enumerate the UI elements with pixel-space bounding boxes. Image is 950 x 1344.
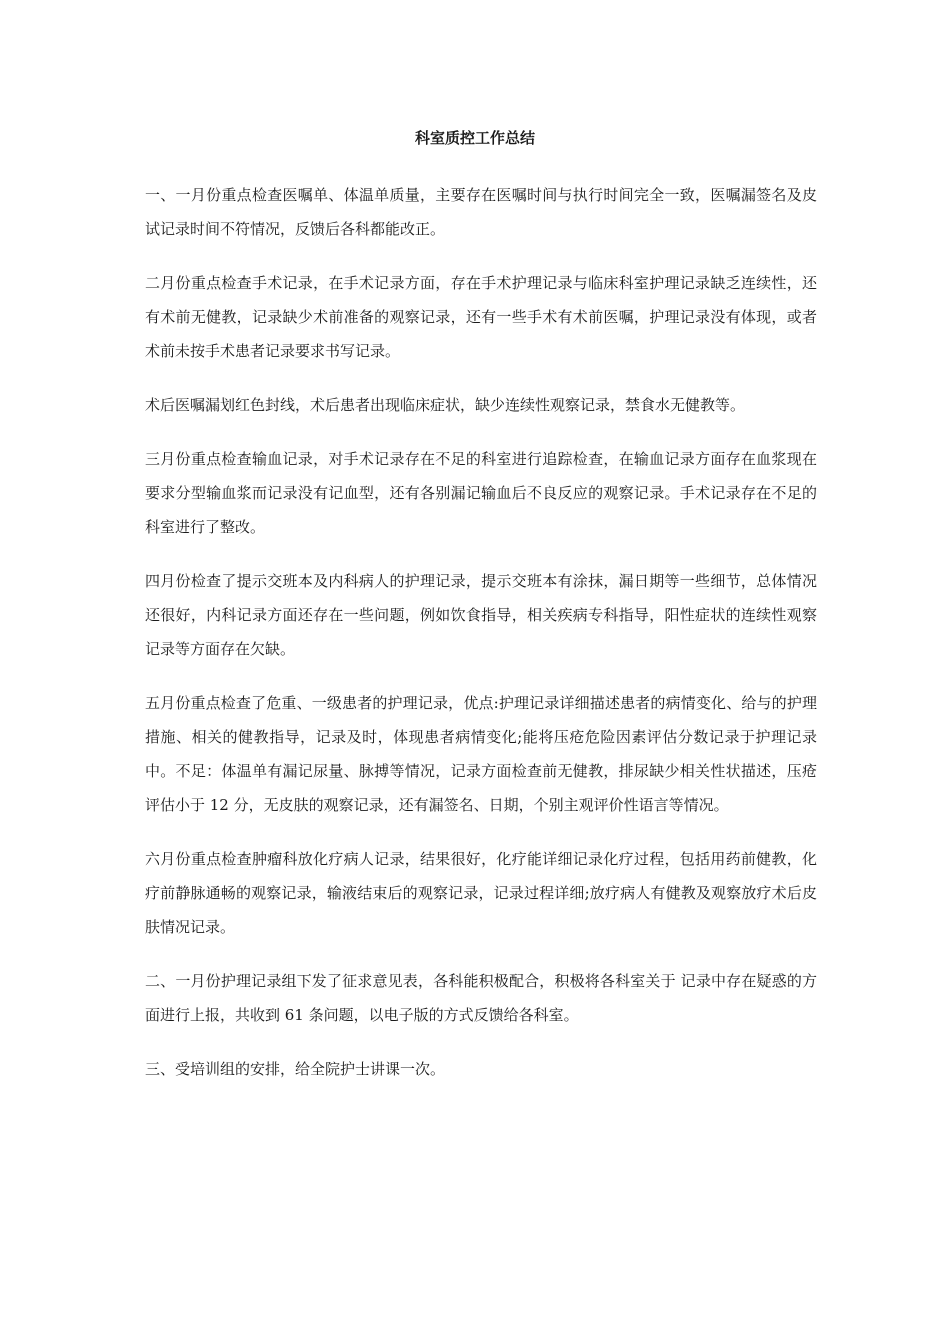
paragraph-2: 二月份重点检查手术记录，在手术记录方面，存在手术护理记录与临床科室护理记录缺乏连续性，还有术前无健教，记录缺少术前准备的观察记录，还有一些手术有术前医嘱，护理记录没有体现，或者术前未按手术患者记录要求书写记录。: [145, 274, 817, 360]
paragraph-1: 一、一月份重点检查医嘱单、体温单质量，主要存在医嘱时间与执行时间完全一致，医嘱漏签名及皮试记录时间不符情况，反馈后各科都能改正。: [145, 186, 817, 238]
paragraph-5: 四月份检查了提示交班本及内科病人的护理记录，提示交班本有涂抹，漏日期等一些细节，总体情况还很好，内科记录方面还存在一些问题，例如饮食指导，相关疾病专科指导，阳性症状的连续性观察记录等方面存在欠缺。: [145, 572, 817, 658]
paragraph-9: 三、受培训组的安排，给全院护士讲课一次。: [145, 1060, 446, 1078]
paragraph-6: 五月份重点检查了危重、一级患者的护理记录，优点:护理记录详细描述患者的病情变化、给与的护理措施、相关的健教指导，记录及时，体现患者病情变化;能将压疮危险因素评估分数记录于护理记录中。不足：体温单有漏记尿量、脉搏等情况，记录方面检查前无健教，排尿缺少相关性状描述，压疮评估小于 12 分，无皮肤的观察记录，还有漏签名、日期，个别主观评价性语言等情况。: [145, 694, 817, 814]
document-body: [145, 178, 817, 1106]
paragraph-4: 三月份重点检查输血记录，对手术记录存在不足的科室进行追踪检查，在输血记录方面存在血浆现在要求分型输血浆而记录没有记血型，还有各别漏记输血后不良反应的观察记录。手术记录存在不足的科室进行了整改。: [145, 450, 817, 536]
document-title: 科室质控工作总结: [414, 129, 535, 147]
paragraph-3: 术后医嘱漏划红色封线，术后患者出现临床症状，缺少连续性观察记录，禁食水无健教等。: [145, 396, 746, 414]
paragraph-8: 二、一月份护理记录组下发了征求意见表，各科能积极配合，积极将各科室关于 记录中存在疑惑的方面进行上报，共收到 61 条问题，以电子版的方式反馈给各科室。: [145, 972, 817, 1024]
paragraph-7: 六月份重点检查肿瘤科放化疗病人记录，结果很好，化疗能详细记录化疗过程，包括用药前健教，化疗前静脉通畅的观察记录，输液结束后的观察记录，记录过程详细;放疗病人有健教及观察放疗术后皮肤情况记录。: [145, 850, 817, 936]
